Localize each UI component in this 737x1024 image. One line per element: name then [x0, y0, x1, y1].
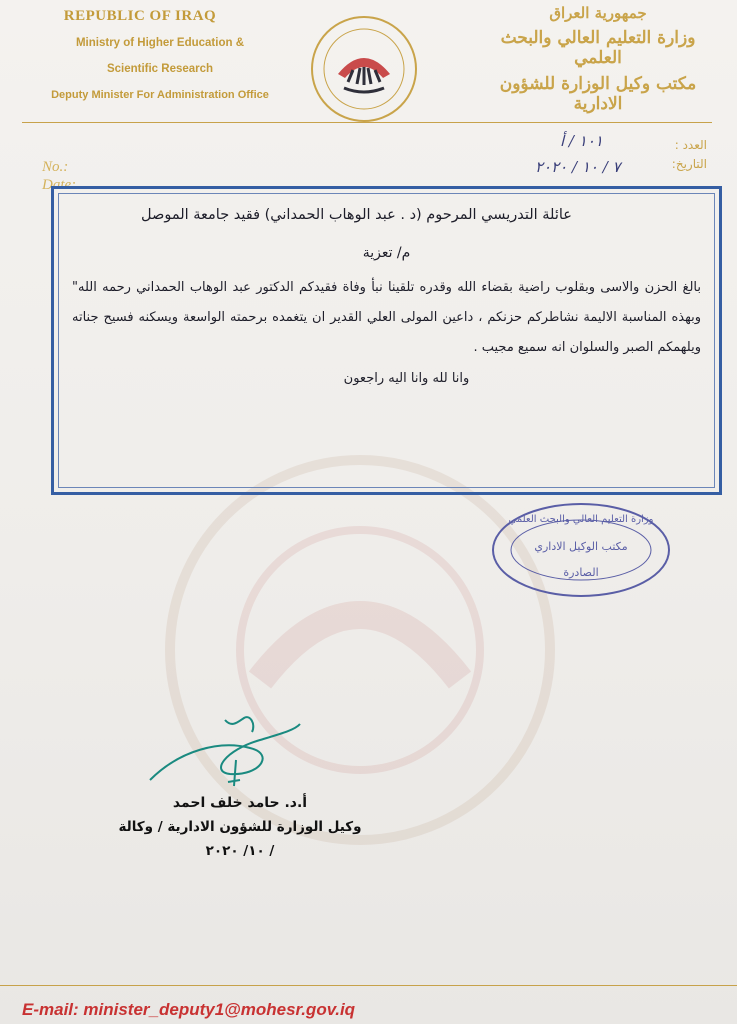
header-office: Deputy Minister For Administration Office — [51, 89, 269, 101]
ar-date-label: التاريخ: — [671, 157, 707, 171]
stamp-ministry: وزارة التعليم العالي والبحث العلمي — [508, 514, 654, 525]
signatory-title: وكيل الوزارة للشؤون الادارية / وكالة — [118, 819, 362, 835]
ar-no-label: العدد : — [674, 138, 707, 152]
letter-subject: م/ تعزية — [362, 245, 411, 261]
header-country: REPUBLIC OF IRAQ — [63, 8, 217, 24]
signatory-name: أ.د. حامد خلف احمد — [172, 795, 308, 811]
reference-labels-ar — [672, 136, 707, 174]
header-ar-office: مكتب وكيل الوزارة للشؤون الادارية — [499, 74, 697, 114]
date-label: Date: — [42, 177, 77, 193]
letter-closing: وانا لله وانا اليه راجعون — [343, 371, 470, 386]
letter-body — [72, 205, 701, 386]
signature-date: / ١٠/ ٢٠٢٠ — [205, 843, 275, 859]
signature-block — [90, 795, 390, 859]
letter-recipient: عائلة التدريسي المرحوم (د . عبد الوهاب الحمداني) فقيد جامعة الموصل — [141, 207, 572, 223]
letter-frame — [51, 186, 722, 495]
reference-date: ٧ / ١٠ / ٢٠٢٠ — [535, 158, 621, 176]
header-ar-ministry: وزارة التعليم العالي والبحث العلمي — [500, 28, 696, 68]
stamp-office: مكتب الوكيل الاداري — [534, 540, 628, 553]
no-label: No.: — [42, 159, 69, 175]
header-ministry-line1: Ministry of Higher Education & — [75, 37, 245, 49]
footer-divider — [0, 985, 737, 986]
header-ministry-line2: Scientific Research — [106, 63, 214, 75]
letter-paragraph: بالغ الحزن والاسى وبقلوب راضية بقضاء الله وقدره تلقينا نبأ وفاة فقيدكم الدكتور عبد الوهاب الحمداني رحمه الله" وبهذه المناسبة الاليمة نشاطركم حزنكم ، داعين المولى العلي القدير ان يتغمده برحمته الواسعة ويسكنه فسيح جناته ويلهمكم الصبر والسلوان انه سميع مجيب . — [72, 280, 701, 355]
stamp-outgoing: الصادرة — [563, 566, 599, 579]
reference-number: ١٠١ / أ — [560, 132, 603, 150]
header-ar-country: جمهورية العراق — [549, 4, 647, 22]
header-divider — [22, 122, 712, 123]
header-english — [20, 8, 300, 101]
office-stamp — [490, 500, 672, 600]
ministry-logo — [303, 14, 425, 124]
header-arabic — [483, 4, 713, 114]
handwritten-signature — [140, 710, 310, 800]
footer-email: E-mail: minister_deputy1@mohesr.gov.iq — [22, 1000, 356, 1019]
